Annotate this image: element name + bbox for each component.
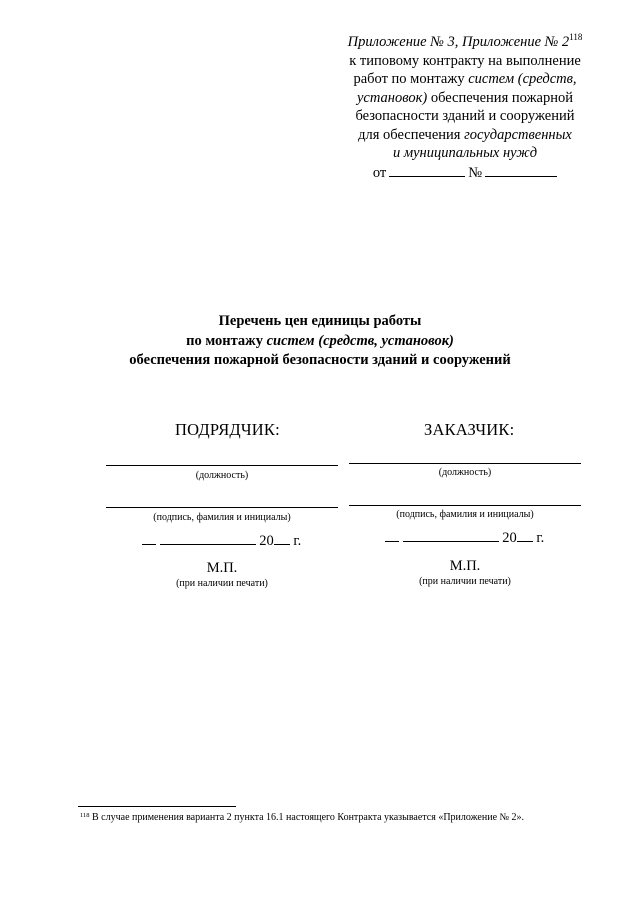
number-blank xyxy=(485,164,557,177)
footnote xyxy=(80,812,524,823)
customer-date xyxy=(385,530,544,547)
footnote-separator xyxy=(78,806,236,807)
contractor-signature-line xyxy=(106,507,338,508)
customer-signature-line xyxy=(349,505,581,506)
header-line-4 xyxy=(330,89,600,108)
contractor-label: ПОДРЯДЧИК: xyxy=(175,420,280,439)
header-line-7-italic: и муниципальных нужд xyxy=(392,145,538,161)
year-suffix: г. xyxy=(293,533,302,549)
header-line-3-italic: систем (средств, xyxy=(468,71,577,87)
header-line-4-italic: установок) xyxy=(357,89,428,106)
customer-position-line xyxy=(349,463,581,464)
appendix-title: Приложение № 3, Приложение № 2 xyxy=(347,34,570,50)
footnote-marker: 118 xyxy=(80,812,90,819)
year-prefix: 20 xyxy=(502,530,517,546)
month-blank xyxy=(403,530,499,542)
year-suffix: г. xyxy=(536,530,545,546)
customer-label: ЗАКАЗЧИК: xyxy=(424,420,515,439)
header-line-6 xyxy=(330,126,600,145)
year-blank xyxy=(517,530,533,542)
day-blank xyxy=(385,530,399,542)
month-blank xyxy=(160,533,256,545)
footnote-text: В случае применения варианта 2 пункта 16.1 настоящего Контракта указывается «Приложение № 2». xyxy=(89,812,525,823)
customer-stamp: М.П. xyxy=(449,558,481,574)
customer-position-caption: (должность) xyxy=(438,467,492,478)
title-line-2-text: по монтажу xyxy=(186,332,267,349)
document-title xyxy=(40,312,600,371)
year-prefix: 20 xyxy=(259,533,274,549)
title-line-2 xyxy=(40,332,600,352)
header-line-3 xyxy=(330,70,600,89)
date-from-label: от xyxy=(372,164,387,181)
date-blank xyxy=(389,164,465,177)
header-line-4-text: обеспечения пожарной xyxy=(427,89,573,106)
header-line-2: к типовому контракту на выполнение xyxy=(349,52,581,69)
appendix-title-line xyxy=(330,33,600,52)
contractor-stamp-caption: (при наличии печати) xyxy=(176,578,268,589)
contractor-position-line xyxy=(106,465,338,466)
customer-signature-caption: (подпись, фамилия и инициалы) xyxy=(396,509,534,520)
day-blank xyxy=(142,533,156,545)
header-line-5: безопасности зданий и сооружений xyxy=(355,108,575,124)
header-line-6-italic: государственных xyxy=(464,126,572,143)
header-line-7 xyxy=(330,144,600,163)
title-line-1: Перечень цен единицы работы xyxy=(218,313,422,329)
title-line-3: обеспечения пожарной безопасности зданий и сооружений xyxy=(129,352,511,368)
number-label: № xyxy=(468,164,483,181)
customer-stamp-caption: (при наличии печати) xyxy=(419,576,511,587)
contractor-date xyxy=(142,533,301,550)
contractor-signature-caption: (подпись, фамилия и инициалы) xyxy=(153,512,291,523)
footnote-ref: 118 xyxy=(569,32,583,42)
year-blank xyxy=(274,533,290,545)
title-line-2-italic: систем (средств, установок) xyxy=(266,332,454,349)
header-line-6-text: для обеспечения xyxy=(358,126,465,143)
contract-date-line xyxy=(330,164,600,183)
contractor-stamp: М.П. xyxy=(206,560,238,576)
appendix-header xyxy=(330,33,600,182)
contractor-position-caption: (должность) xyxy=(195,470,249,481)
header-line-3-text: работ по монтажу xyxy=(353,71,469,87)
